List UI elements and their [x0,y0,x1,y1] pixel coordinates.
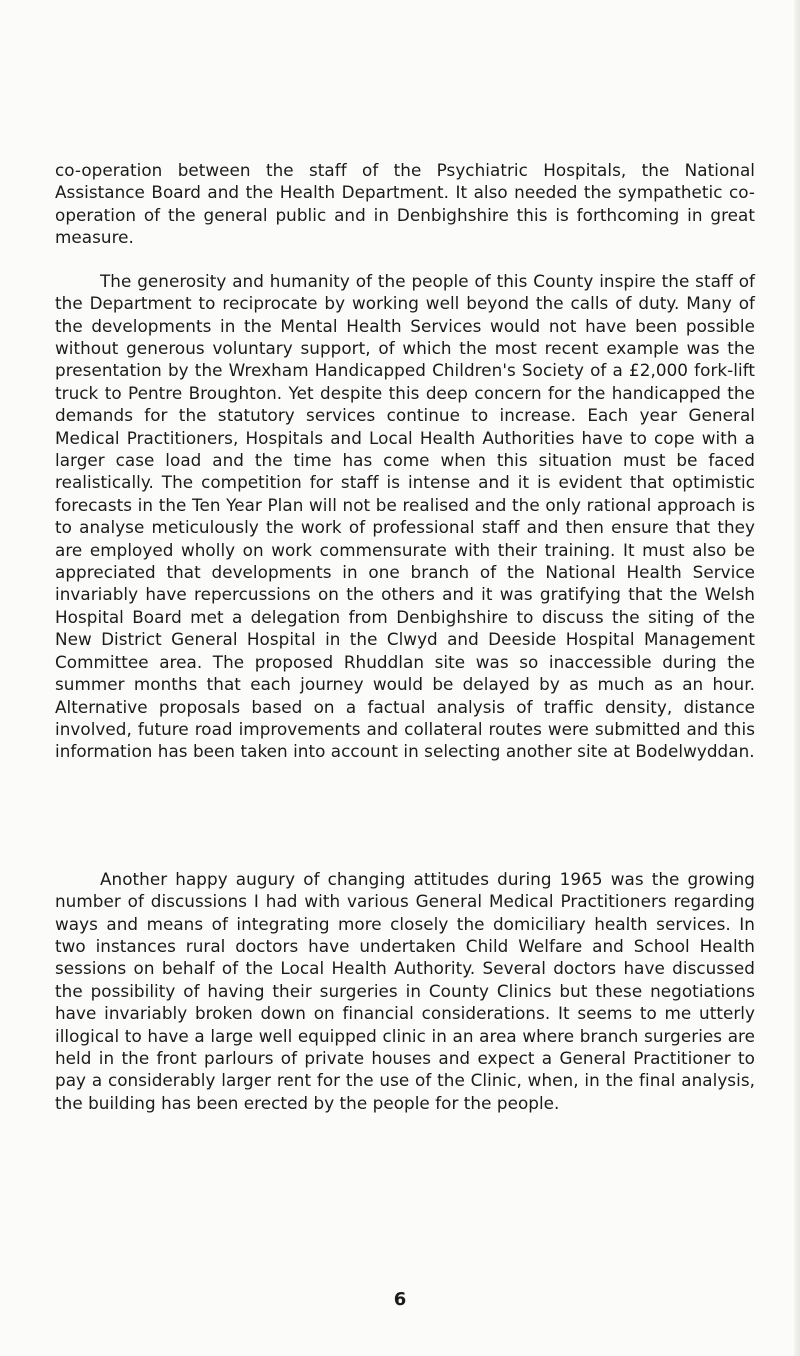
paragraph-1: co-operation between the staff of the Psychiatric Hospitals, the National Assistance Board and the Health Department. It also needed the sympathetic co-operation of the general public and in Denbighshire this is forthcoming in great measure. [55,159,755,248]
page-edge-shadow [794,0,800,1356]
page-number: 6 [393,1289,407,1310]
paragraph-3: Another happy augury of changing attitudes during 1965 was the growing number of discussions I had with various General Medical Practitioners regarding ways and means of integrating more closely the domiciliary health services. In two instances rural doctors have undertaken Child Welfare and School Health sessions on behalf of the Local Health Authority. Several doctors have discussed the possibility of having their surgeries in County Clinics but these negotiations have invariably broken down on financial considerations. It seems to me utterly illogical to have a large well equipped clinic in an area where branch surgeries are held in the front parlours of private houses and expect a General Practitioner to pay a considerably larger rent for the use of the Clinic, when, in the final analysis, the building has been erected by the people for the people. [55,868,755,1113]
paragraph-2: The generosity and humanity of the people of this County inspire the staff of the Department to reciprocate by working well beyond the calls of duty. Many of the developments in the Mental Health Services would not have been possible without generous voluntary support, of which the most recent example was the presentation by the Wrexham Handicapped Children's Society of a £2,000 fork-lift truck to Pentre Broughton. Yet despite this deep concern for the handicapped the demands for the statutory services continue to increase. Each year General Medical Practitioners, Hospitals and Local Health Authorities have to cope with a larger case load and the time has come when this situation must be faced realistically. The competition for staff is intense and it is evident that optimistic forecasts in the Ten Year Plan will not be realised and the only rational approach is to analyse meticulously the work of professional staff and then ensure that they are employed wholly on work commensurate with their training. It must also be appreciated that developments in one branch of the National Health Service invariably have repercussions on the others and it was gratifying that the Welsh Hospital Board met a delegation from Denbighshire to discuss the siting of the New District General Hospital in the Clwyd and Deeside Hospital Management Committee area. The proposed Rhuddlan site was so inaccessible during the summer months that each journey would be delayed by as much as an hour. Alternative proposals based on a factual analysis of traffic density, distance involved, future road improvements and collateral routes were submitted and this information has been taken into account in selecting another site at Bodelwyddan. [55,270,755,762]
